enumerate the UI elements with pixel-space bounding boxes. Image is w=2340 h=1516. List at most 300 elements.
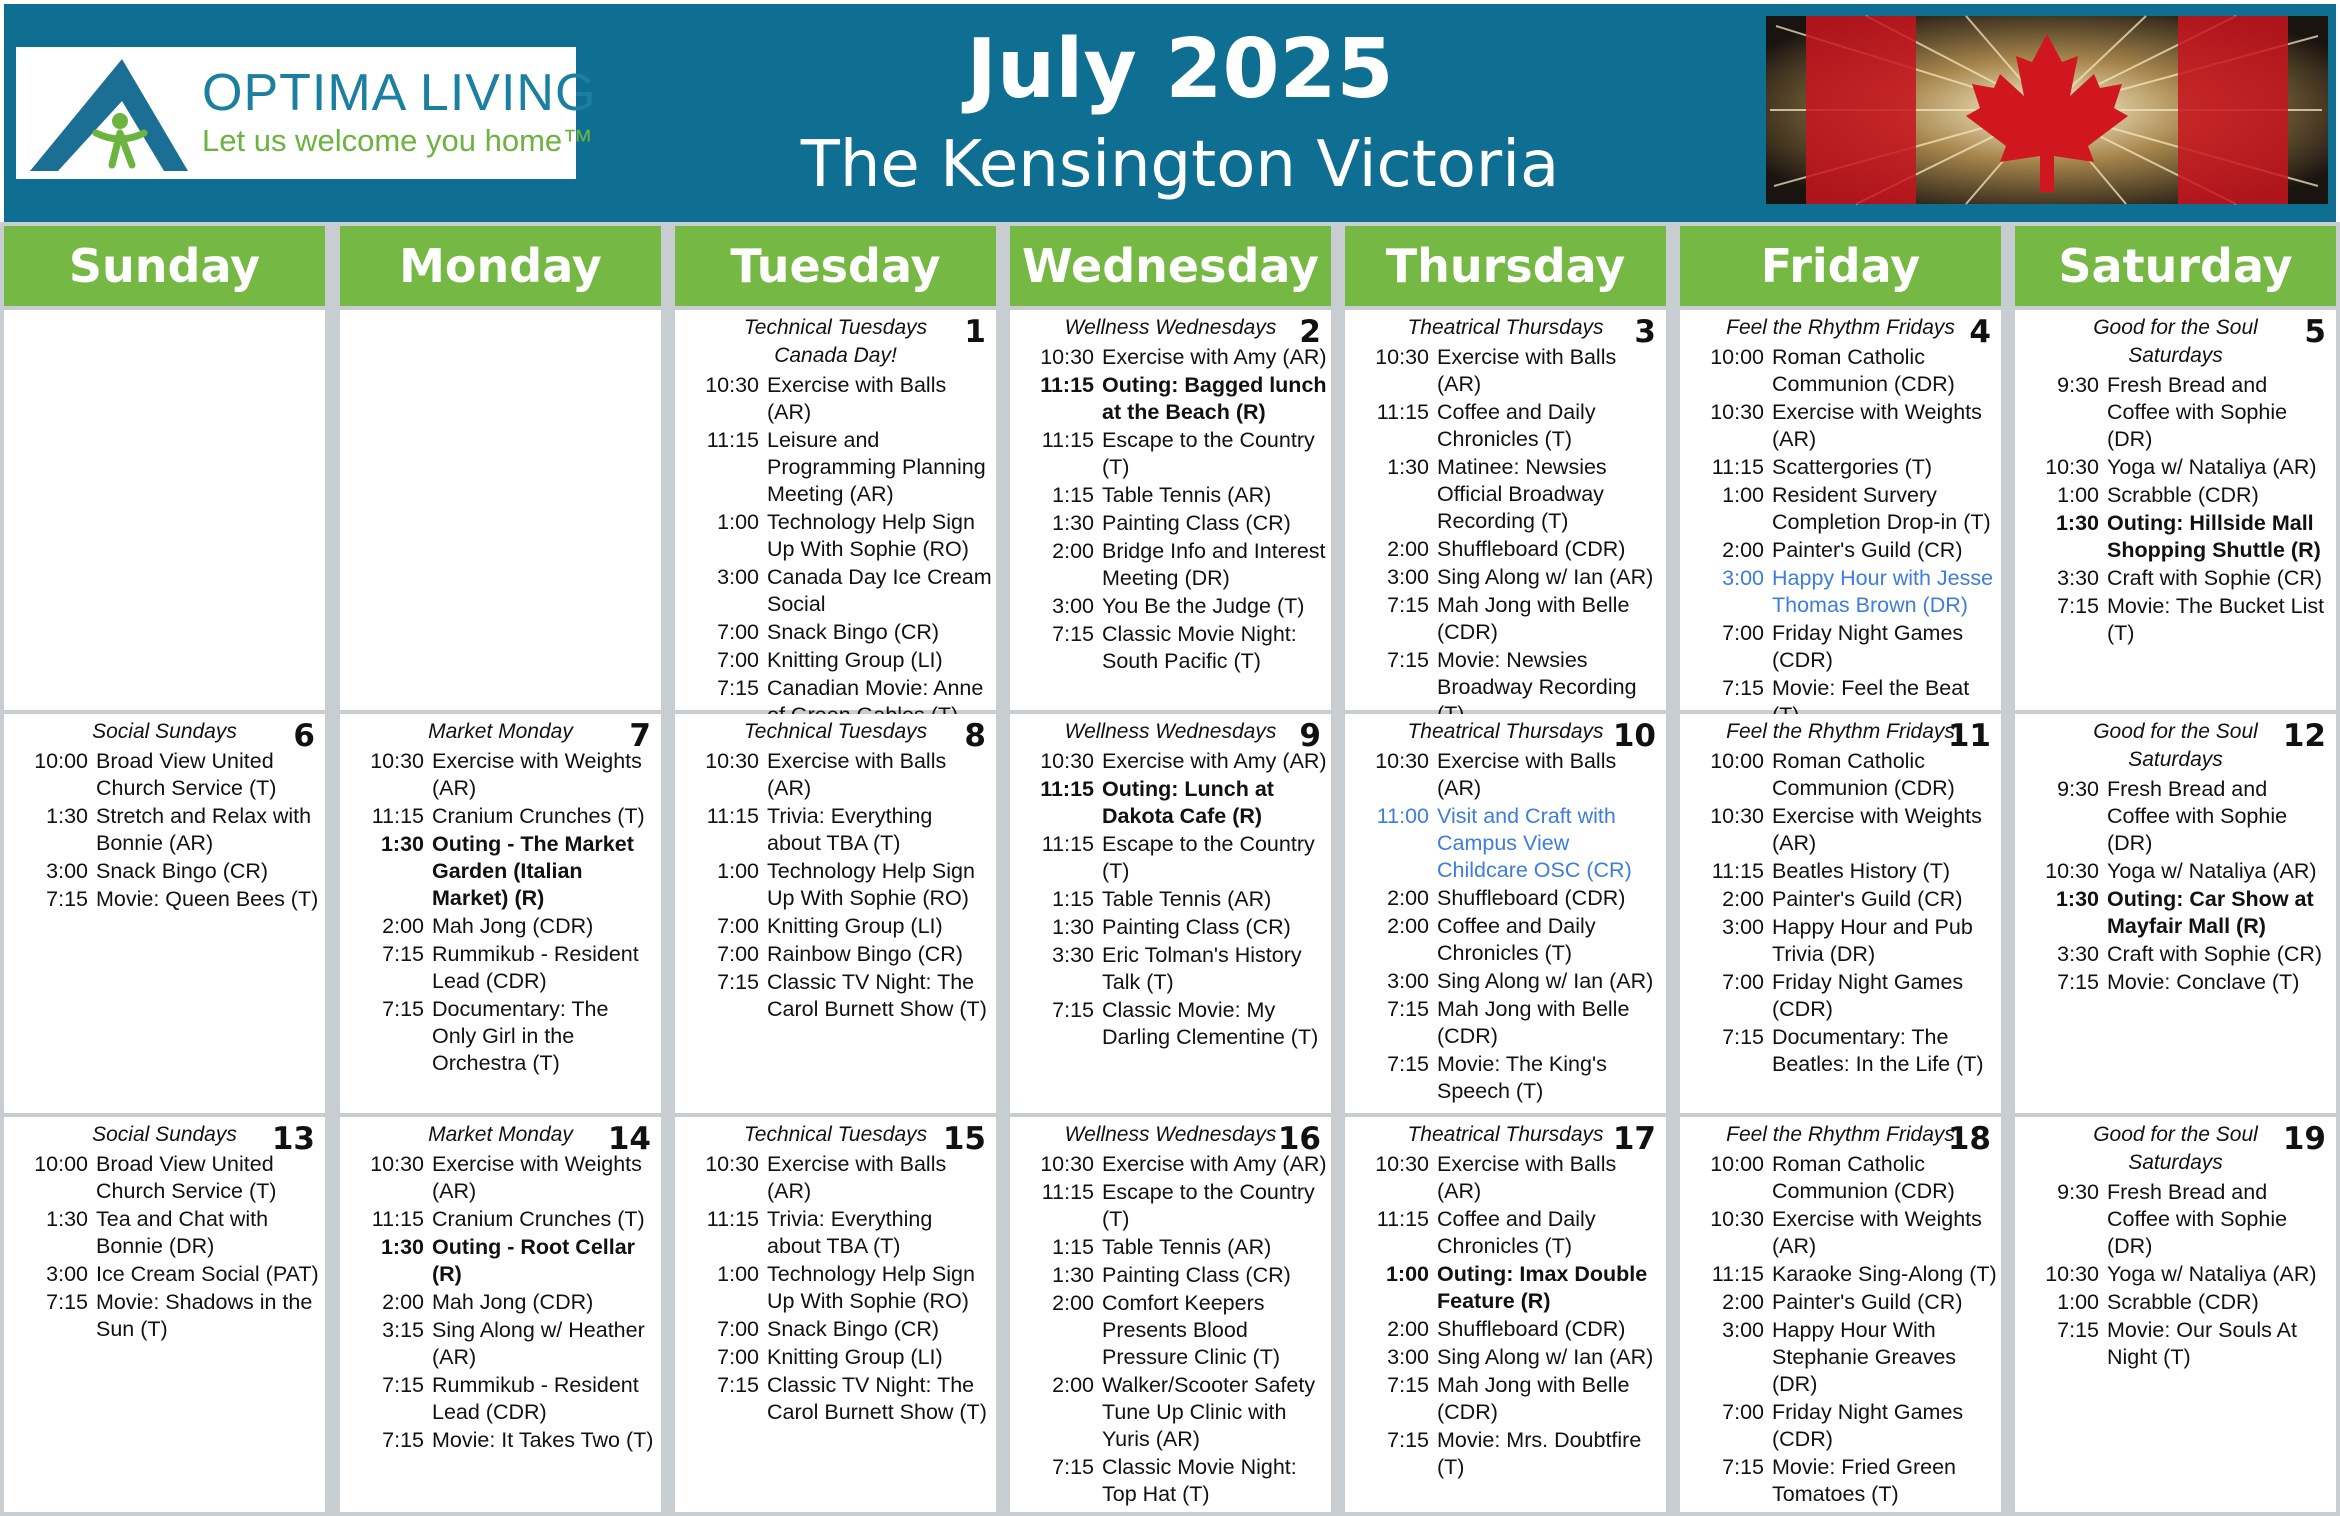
event-time: 1:30 [1052,915,1094,939]
event-description: Canadian Movie: Anne [767,676,984,700]
theme-line: Technical Tuesdays [743,1123,928,1146]
event-description: Exercise with Amy (AR) [1102,1152,1327,1176]
event-time: 3:00 [1387,969,1429,993]
event-time: 11:15 [1711,455,1764,479]
event-description: Movie: The Bucket List (T) [2107,594,2325,645]
event-description: Sing Along w/ Ian (AR) [1437,1345,1654,1369]
event-description: Outing: Bagged lunch at the Beach (R) [1102,373,1327,424]
event-time: 2:00 [1387,914,1429,938]
day-theme [2015,310,2336,370]
event-description: Movie: Mrs. Doubtfire (T) [1437,1428,1642,1479]
event-list [4,310,325,312]
event-time: 7:00 [1722,970,1764,994]
event-time: 11:15 [1041,832,1094,856]
event-description: Resident Survery Completion Drop-in (T) [1772,483,1991,534]
event-description: Tea and Chat with Bonnie (DR) [96,1207,269,1258]
outing-event [348,831,657,912]
event-description: Outing: Imax Double Feature (R) [1437,1262,1648,1313]
event-item [1353,1151,1662,1205]
event-time: 1:30 [2055,511,2099,535]
event-list [1345,342,1666,728]
day-cell-16 [1010,1117,1331,1512]
event-description: Bridge Info and Interest Meeting (DR) [1102,539,1326,590]
event-item [1353,592,1662,646]
event-time: 9:30 [2057,1180,2099,1204]
day-theme [340,714,661,746]
event-time: 3:00 [717,565,759,589]
event-description: Rummikub - Resident Lead (CDR) [432,942,639,993]
event-item [348,1372,657,1426]
event-item [1018,538,1327,592]
theme-line: Wellness Wednesdays [1064,1123,1277,1146]
event-time: 7:15 [717,1373,759,1397]
event-time: 10:30 [1710,1207,1764,1231]
event-description: Trivia: Everything about TBA (T) [767,804,933,855]
day-cell-8 [675,714,996,1113]
event-time: 3:00 [1387,1345,1429,1369]
day-cell-10 [1345,714,1666,1113]
event-description: Documentary: The Beatles: In the Life (T) [1772,1025,1984,1076]
event-time: 1:30 [1387,455,1429,479]
event-description: Happy Hour with Jesse Thomas Brown (DR) [1772,566,1994,617]
event-description: Fresh Bread and Coffee with Sophie (DR) [2107,1180,2288,1258]
event-time: 11:15 [706,428,759,452]
theme-line: Technical Tuesdays [743,720,928,743]
event-time: 7:00 [717,1345,759,1369]
day-theme [1010,310,1331,342]
event-item [683,1206,992,1260]
event-time: 10:30 [705,749,759,773]
event-item [1688,399,1997,453]
event-description: Ice Cream Social (PAT) [96,1262,319,1286]
event-time: 1:30 [2055,887,2099,911]
event-list [1680,342,2001,729]
event-item [1353,913,1662,967]
event-time: 11:15 [1041,1180,1094,1204]
event-description: Fresh Bread and Coffee with Sophie (DR) [2107,777,2288,855]
event-item [2023,482,2332,509]
event-time: 1:30 [46,804,88,828]
event-description: Technology Help Sign Up With Sophie (RO) [767,510,975,561]
event-description: Broad View United Church Service (T) [96,749,277,800]
event-item [12,1206,321,1260]
event-item [348,748,657,802]
event-time: 11:15 [1711,859,1764,883]
outing-event [348,1234,657,1288]
event-description: Mah Jong (CDR) [432,1290,594,1314]
event-item [1018,427,1327,481]
event-time: 10:00 [1710,345,1764,369]
event-time: 7:00 [717,914,759,938]
day-cell-1 [675,310,996,710]
event-item [1018,748,1327,775]
theme-line: Good for the Soul Saturdays [2093,720,2258,771]
event-time: 10:00 [34,1152,88,1176]
canada-flag-fireworks-image [1766,16,2328,204]
event-description: Shuffleboard (CDR) [1437,886,1626,910]
logo-tagline: Let us welcome you home™ [202,123,594,158]
event-description: Craft with Sophie (CR) [2107,942,2323,966]
event-item [1353,454,1662,535]
event-description: Exercise with Weights (AR) [1772,400,1982,451]
event-item [348,1151,657,1205]
event-item [1688,1289,1997,1316]
theme-line: Social Sundays [92,720,237,743]
theme-line: Good for the Soul Saturdays [2093,1123,2258,1174]
event-list [1010,1149,1331,1508]
event-list [1680,1149,2001,1508]
day-cell-4 [1680,310,2001,710]
event-list [1345,746,1666,1105]
event-item [2023,1261,2332,1288]
event-time: 3:00 [46,1262,88,1286]
event-description: Happy Hour With Stephanie Greaves (DR) [1772,1318,1957,1396]
event-item [1018,621,1327,675]
event-description: Sing Along w/ Heather (AR) [432,1318,645,1369]
event-description: Yoga w/ Nataliya (AR) [2107,1262,2317,1286]
event-time: 1:30 [46,1207,88,1231]
event-description: Rainbow Bingo (CR) [767,942,963,966]
event-time: 10:30 [1375,749,1429,773]
event-time: 7:00 [717,942,759,966]
outing-event [2023,886,2332,940]
event-item [12,748,321,802]
event-item [2023,1179,2332,1260]
event-list [2015,774,2336,996]
event-time: 11:15 [1376,400,1429,424]
event-list [340,310,661,312]
event-time: 1:00 [2057,483,2099,507]
event-item [683,748,992,802]
event-description: Exercise with Weights (AR) [1772,1207,1982,1258]
event-time: 1:00 [717,1262,759,1286]
event-item [2023,1289,2332,1316]
event-time: 1:00 [1722,483,1764,507]
month-title: July 2025 [966,22,1394,117]
event-description: Snack Bingo (CR) [96,859,269,883]
empty-day-cell [340,310,661,710]
event-time: 2:00 [1052,539,1094,563]
event-item [683,1344,992,1371]
event-time: 11:15 [1040,777,1094,801]
theme-line: Wellness Wednesdays [1064,316,1277,339]
event-time: 10:30 [370,749,424,773]
event-description: Movie: Fried Green Tomatoes (T) [1772,1455,1957,1506]
event-description: Table Tennis (AR) [1102,887,1272,911]
event-time: 7:15 [1722,1455,1764,1479]
event-description: Snack Bingo (CR) [767,620,940,644]
event-item [2023,454,2332,481]
event-description: Movie: Feel the Beat [1772,676,1970,700]
event-description: Movie: Queen Bees (T) [96,887,319,911]
day-number: 16 [1277,1121,1321,1157]
day-number: 4 [1969,314,1991,350]
optima-living-logo [16,47,597,179]
event-time: 10:30 [1375,345,1429,369]
event-item [683,372,992,426]
event-item [2023,941,2332,968]
event-item [1353,1427,1662,1481]
event-description: Knitting Group (LI) [767,648,943,672]
day-number: 1 [964,314,986,350]
event-item [12,858,321,885]
event-time: 7:15 [1387,1052,1429,1076]
day-header-tuesday: Tuesday [675,226,996,306]
event-item [1018,914,1327,941]
event-description: Exercise with Balls (AR) [1437,1152,1617,1203]
event-time: 7:15 [1387,1428,1429,1452]
theme-line: Feel the Rhythm Fridays [1726,1123,1955,1146]
event-time: 3:00 [46,859,88,883]
event-item [1018,942,1327,996]
event-list [2015,1177,2336,1371]
event-time: 2:00 [1387,1317,1429,1341]
event-item [348,1317,657,1371]
theme-line: Theatrical Thursdays [1407,720,1604,743]
event-item [683,427,992,508]
event-time: 7:15 [1387,1373,1429,1397]
theme-line: Social Sundays [92,1123,237,1146]
event-item [683,969,992,1023]
event-description: Walker/Scooter Safety Tune Up Clinic with Yuris (AR) [1102,1373,1316,1451]
event-item [683,941,992,968]
event-description: You Be the Judge (T) [1102,594,1305,618]
event-description: Movie: Our Souls At Night (T) [2107,1318,2297,1369]
event-item [1353,399,1662,453]
event-description: Roman Catholic Communion (CDR) [1772,749,1955,800]
event-description: Stretch and Relax with Bonnie (AR) [96,804,312,855]
outing-event [2023,510,2332,564]
outing-event [1018,776,1327,830]
event-item [1688,1151,1997,1205]
event-item [1688,803,1997,857]
event-time: 7:00 [717,620,759,644]
event-description: Painting Class (CR) [1102,1263,1291,1287]
event-time: 2:00 [1722,1290,1764,1314]
event-time: 7:15 [382,997,424,1021]
event-item [1353,885,1662,912]
event-description: Friday Night Games (CDR) [1772,1400,1964,1451]
day-cell-19 [2015,1117,2336,1512]
event-description: Outing: Car Show at Mayfair Mall (R) [2107,887,2314,938]
day-theme [1680,310,2001,342]
theme-line: Canada Day! [774,344,897,367]
event-time: 7:15 [1387,648,1429,672]
day-number: 3 [1634,314,1656,350]
event-description: Craft with Sophie (CR) [2107,566,2323,590]
event-description: Mah Jong with Belle (CDR) [1437,997,1630,1048]
event-description: Fresh Bread and Coffee with Sophie (DR) [2107,373,2288,451]
event-time: 3:00 [1052,594,1094,618]
event-list [340,1149,661,1454]
event-description: Roman Catholic Communion (CDR) [1772,1152,1955,1203]
event-item [1688,1454,1997,1508]
day-cell-13 [4,1117,325,1512]
event-description: Exercise with Balls (AR) [1437,749,1617,800]
event-time: 10:00 [1710,749,1764,773]
event-time: 10:30 [1040,749,1094,773]
event-description: Painter's Guild (CR) [1772,538,1963,562]
event-time: 7:00 [717,648,759,672]
event-description: Mah Jong with Belle (CDR) [1437,1373,1630,1424]
event-description: Outing - Root Cellar (R) [432,1235,636,1286]
event-time: 7:15 [2057,1318,2099,1342]
event-time: 1:15 [1052,887,1094,911]
event-description: Yoga w/ Nataliya (AR) [2107,859,2317,883]
event-description: Sing Along w/ Ian (AR) [1437,969,1654,993]
day-number: 15 [942,1121,986,1157]
event-time: 7:15 [382,1373,424,1397]
event-item [12,803,321,857]
event-time: 3:00 [1387,565,1429,589]
event-item [1688,482,1997,536]
event-time: 7:15 [46,1290,88,1314]
event-description: Leisure and Programming Planning Meeting (AR) [767,428,986,506]
event-time: 1:00 [1385,1262,1429,1286]
event-item [1688,1024,1997,1078]
day-cell-15 [675,1117,996,1512]
event-description: Painting Class (CR) [1102,511,1291,535]
event-item [1688,565,1997,619]
event-description: Painter's Guild (CR) [1772,1290,1963,1314]
event-description: Friday Night Games (CDR) [1772,621,1964,672]
event-description: Visit and Craft with Campus View Childcare OSC (CR) [1437,804,1632,882]
event-description: Knitting Group (LI) [767,1345,943,1369]
day-theme [1010,714,1331,746]
event-time: 7:15 [382,942,424,966]
event-item [1688,454,1997,481]
event-item [683,1372,992,1426]
day-number: 8 [964,718,986,754]
event-item [1353,1344,1662,1371]
event-item [1018,510,1327,537]
event-item [1688,886,1997,913]
event-description: Classic Movie Night: South Pacific (T) [1102,622,1297,673]
event-item [1018,1372,1327,1453]
event-item [1353,1206,1662,1260]
event-time: 7:00 [717,1317,759,1341]
event-description: Escape to the Country (T) [1102,1180,1315,1231]
event-time: 10:30 [370,1152,424,1176]
event-item [1688,620,1997,674]
day-number: 9 [1299,718,1321,754]
event-description: Movie: Conclave (T) [2107,970,2300,994]
event-time: 7:15 [1052,622,1094,646]
event-time: 1:30 [380,832,424,856]
event-time: 7:15 [1052,1455,1094,1479]
event-item [12,1289,321,1343]
event-item [1353,344,1662,398]
event-description: Roman Catholic Communion (CDR) [1772,345,1955,396]
day-cell-14 [340,1117,661,1512]
event-time: 9:30 [2057,777,2099,801]
event-time: 2:00 [1722,887,1764,911]
event-time: 3:00 [1722,566,1764,590]
event-list [675,746,996,1023]
day-header-monday: Monday [340,226,661,306]
day-number: 2 [1299,314,1321,350]
event-item [683,509,992,563]
day-number: 17 [1612,1121,1656,1157]
event-time: 3:00 [1722,915,1764,939]
event-item [1688,858,1997,885]
day-theme [675,714,996,746]
event-time: 1:30 [380,1235,424,1259]
event-time: 7:15 [717,970,759,994]
event-time: 10:30 [705,1152,759,1176]
event-time: 1:00 [717,510,759,534]
event-time: 11:15 [706,1207,759,1231]
day-header-friday: Friday [1680,226,2001,306]
event-description: Karaoke Sing-Along (T) [1772,1262,1997,1286]
event-time: 7:15 [1387,997,1429,1021]
theme-line: Wellness Wednesdays [1064,720,1277,743]
event-time: 9:30 [2057,373,2099,397]
event-description: Cranium Crunches (T) [432,804,645,828]
event-list [675,370,996,729]
event-time: 3:00 [1722,1318,1764,1342]
event-description: Coffee and Daily Chronicles (T) [1437,1207,1596,1258]
event-item [12,1151,321,1205]
event-time: 11:15 [1711,1262,1764,1286]
day-cell-17 [1345,1117,1666,1512]
event-time: 7:00 [1722,621,1764,645]
event-item [683,803,992,857]
event-item [2023,1317,2332,1371]
logo-name: OPTIMA LIVING [202,64,597,122]
event-item [1353,1372,1662,1426]
event-item [1688,1317,1997,1398]
event-description: Exercise with Weights (AR) [432,1152,642,1203]
outing-event [1353,1261,1662,1315]
event-description: Table Tennis (AR) [1102,483,1272,507]
event-time: 2:00 [1387,886,1429,910]
event-time: 7:15 [1052,998,1094,1022]
event-time: 1:00 [2057,1290,2099,1314]
event-item [348,803,657,830]
event-time: 7:15 [2057,594,2099,618]
event-item [2023,565,2332,592]
event-description: Painting Class (CR) [1102,915,1291,939]
event-time: 7:15 [2057,970,2099,994]
day-number: 7 [629,718,651,754]
event-time: 1:30 [1052,511,1094,535]
event-time: 10:30 [1710,804,1764,828]
event-description: Exercise with Amy (AR) [1102,749,1327,773]
outing-event [1018,372,1327,426]
event-time: 2:00 [382,914,424,938]
event-time: 2:00 [1052,1291,1094,1315]
event-description: Matinee: Newsies Official Broadway Recording (T) [1437,455,1607,533]
event-item [1353,536,1662,563]
event-description: Snack Bingo (CR) [767,1317,940,1341]
event-time: 2:00 [382,1290,424,1314]
event-item [1018,344,1327,371]
event-item [1353,1051,1662,1105]
event-item [348,1206,657,1233]
event-time: 7:15 [46,887,88,911]
event-time: 2:00 [1722,538,1764,562]
event-item [348,1289,657,1316]
event-item [1688,969,1997,1023]
event-item [683,647,992,674]
day-header-wednesday: Wednesday [1010,226,1331,306]
theme-line: Theatrical Thursdays [1407,1123,1604,1146]
event-time: 10:30 [1040,345,1094,369]
event-description: Exercise with Weights (AR) [1772,804,1982,855]
event-description: Beatles History (T) [1772,859,1951,883]
event-time: 7:15 [1387,593,1429,617]
